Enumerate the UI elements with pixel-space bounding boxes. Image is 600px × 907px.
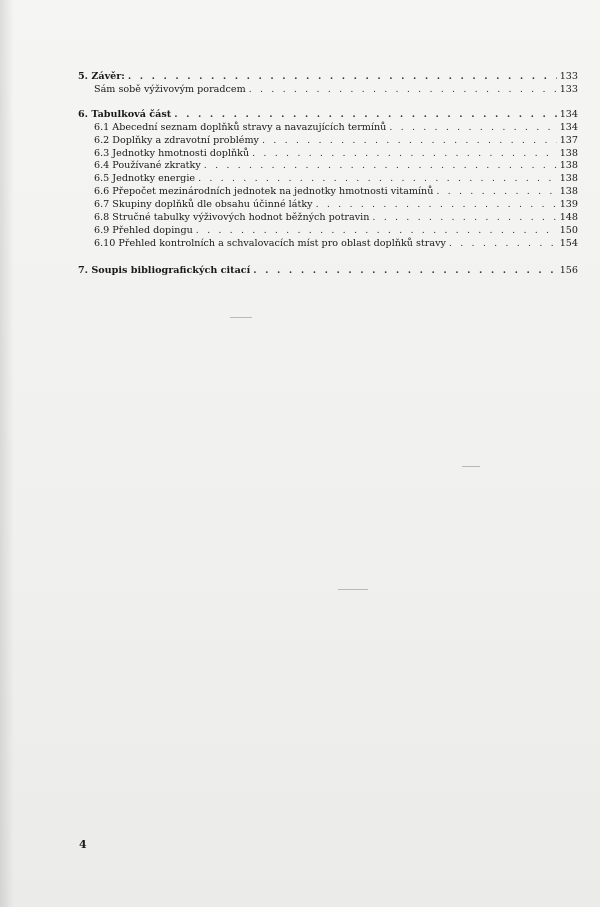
toc-item[interactable]	[78, 238, 578, 251]
toc-page-number: 133	[559, 83, 578, 95]
toc-item-label: 6.5 Jednotky energie	[94, 173, 196, 185]
toc-chapter-label: 7. Soupis bibliografických citací	[78, 264, 251, 276]
toc-chapter-label: 5. Závěr:	[78, 71, 125, 82]
scan-mark	[230, 317, 252, 318]
dot-leader	[252, 148, 557, 161]
toc-item-label: 6.9 Přehled dopingu	[94, 224, 193, 236]
dot-leader	[253, 265, 556, 278]
dot-leader	[174, 109, 557, 122]
toc-chapter-5[interactable]	[78, 71, 578, 84]
toc-page-number: 156	[559, 264, 578, 276]
toc-item-label: 6.7 Skupiny doplňků dle obsahu účinné látky	[94, 199, 313, 211]
dot-leader	[316, 199, 557, 212]
page-number: 4	[79, 838, 87, 851]
toc-item-label: 6.1 Abecední seznam doplňků stravy a navazujících termínů	[94, 121, 387, 133]
toc-page-number: 133	[559, 71, 578, 82]
toc-page-number: 139	[559, 199, 578, 211]
scan-mark	[462, 466, 480, 467]
dot-leader	[204, 160, 557, 173]
toc-item[interactable]	[78, 212, 578, 225]
toc-item[interactable]	[78, 199, 578, 212]
table-of-contents	[78, 71, 578, 278]
toc-item[interactable]	[78, 173, 578, 186]
toc-item-label: 6.2 Doplňky a zdravotní problémy	[94, 134, 259, 146]
dot-leader	[128, 71, 557, 84]
scan-mark	[338, 589, 368, 590]
toc-item-label: 6.6 Přepočet mezinárodních jednotek na jednotky hmotnosti vitamínů	[94, 186, 434, 198]
toc-page-number: 137	[559, 134, 578, 146]
toc-item-label: 6.4 Používané zkratky	[94, 160, 201, 172]
toc-item-label: 6.10 Přehled kontrolních a schvalovacích míst pro oblast doplňků stravy	[94, 237, 446, 249]
toc-chapter-label: 6. Tabulková část	[78, 108, 172, 120]
toc-page-number: 154	[559, 237, 578, 249]
toc-page-number: 138	[559, 173, 578, 185]
toc-item-label: 6.8 Stručné tabulky výživových hodnot běžných potravin	[94, 212, 370, 224]
toc-item-label: 6.3 Jednotky hmotnosti doplňků	[94, 147, 250, 159]
toc-page-number: 134	[559, 121, 578, 133]
page-edge-shadow	[0, 0, 14, 907]
toc-item[interactable]	[78, 186, 578, 199]
dot-leader	[436, 186, 556, 199]
toc-page-number: 134	[559, 108, 578, 120]
toc-item[interactable]	[78, 148, 578, 161]
toc-page-number: 148	[559, 212, 578, 224]
toc-item[interactable]	[78, 225, 578, 238]
toc-page-number: 138	[559, 160, 578, 172]
toc-item-label: Sám sobě výživovým poradcem	[94, 83, 246, 95]
toc-item[interactable]	[78, 135, 578, 148]
toc-item[interactable]	[78, 84, 578, 97]
dot-leader	[372, 212, 556, 225]
toc-chapter-6[interactable]	[78, 109, 578, 122]
toc-page-number: 150	[559, 224, 578, 236]
toc-page-number: 138	[559, 147, 578, 159]
dot-leader	[196, 225, 557, 238]
toc-chapter-7[interactable]	[78, 265, 578, 278]
dot-leader	[262, 135, 557, 148]
dot-leader	[389, 122, 556, 135]
dot-leader	[198, 173, 557, 186]
toc-page-number: 138	[559, 186, 578, 198]
dot-leader	[449, 238, 557, 251]
toc-item[interactable]	[78, 160, 578, 173]
toc-item[interactable]	[78, 122, 578, 135]
dot-leader	[249, 84, 557, 97]
